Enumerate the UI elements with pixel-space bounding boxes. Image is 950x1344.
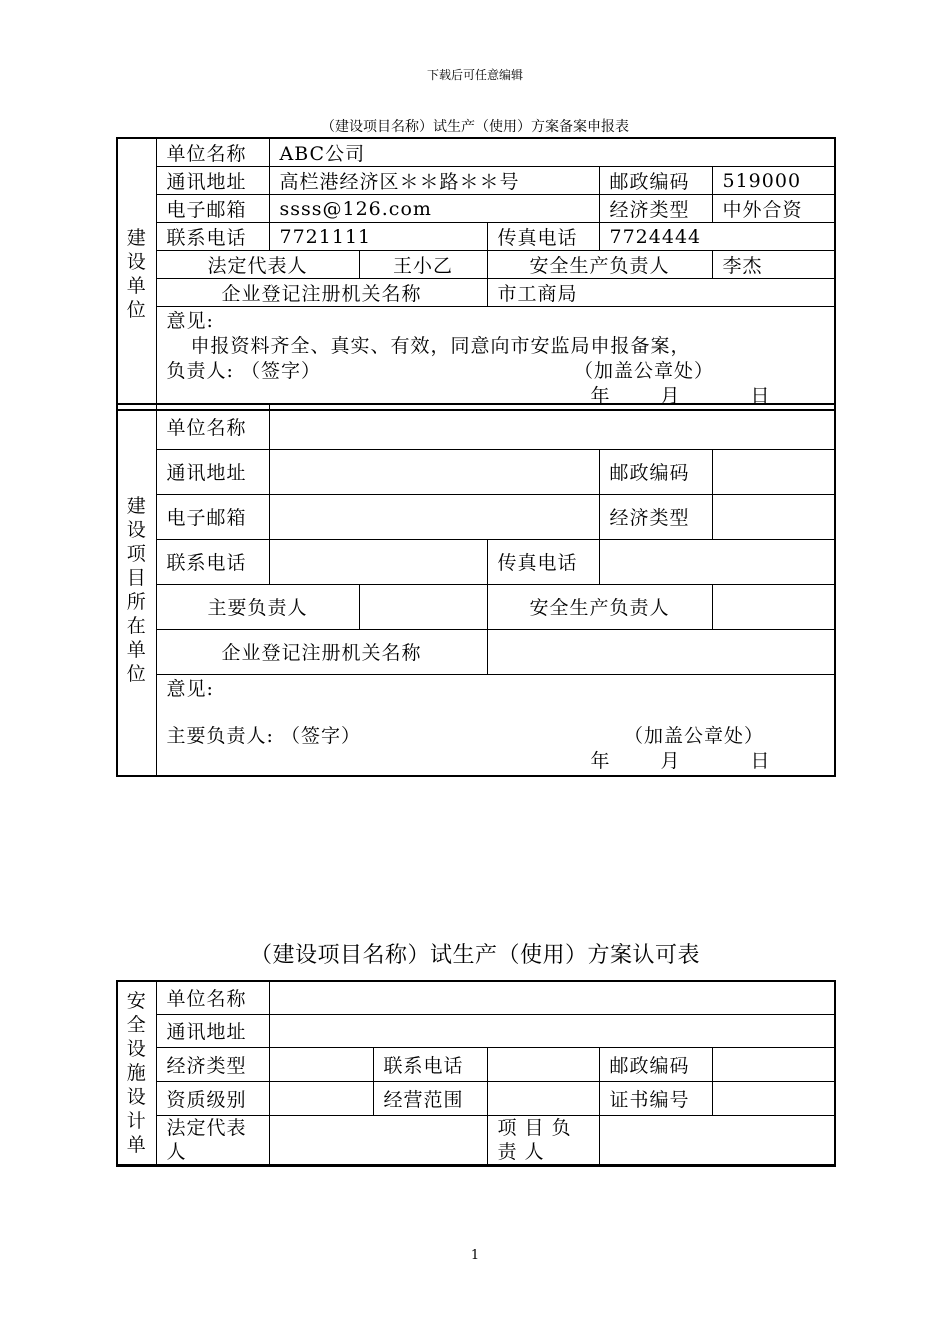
email-label: 电子邮箱 <box>156 195 269 223</box>
approval-address-value[interactable] <box>269 1014 835 1047</box>
approval-postcode-value[interactable] <box>712 1047 835 1081</box>
phone-label: 联系电话 <box>156 223 269 251</box>
host-address-label: 通讯地址 <box>156 449 269 494</box>
approval-econ-type-value[interactable] <box>269 1047 373 1081</box>
host-safety-head-value[interactable] <box>712 584 835 629</box>
host-phone-label: 联系电话 <box>156 539 269 584</box>
table2-title: （建设项目名称）试生产（使用）方案认可表 <box>249 943 700 968</box>
postcode-value[interactable]: 519000 <box>712 167 835 195</box>
builder-side-label: 建 设 单 位 <box>117 138 156 410</box>
approval-unit-name-label: 单位名称 <box>156 981 269 1014</box>
host-opinion-label: 意见: <box>166 677 214 700</box>
date-day: 日 <box>750 385 771 407</box>
approval-cert-value[interactable] <box>712 1081 835 1115</box>
postcode-label: 邮政编码 <box>599 167 712 195</box>
host-safety-head-label: 安全生产负责人 <box>487 584 712 629</box>
host-fax-value[interactable] <box>599 539 835 584</box>
opinion-label: 意见: <box>166 310 214 332</box>
filing-table-builder <box>116 137 836 411</box>
host-opinion-cell[interactable] <box>156 674 835 776</box>
host-postcode-value[interactable] <box>712 449 835 494</box>
approval-side-label: 安 全 设 施 设 计 单 <box>117 981 156 1165</box>
approval-phone-value[interactable] <box>487 1047 599 1081</box>
approval-qualification-value[interactable] <box>269 1081 373 1115</box>
approval-project-head-label: 项 目 负 责 人 <box>487 1115 599 1165</box>
reg-authority-label: 企业登记注册机关名称 <box>156 279 487 307</box>
safety-head-value[interactable]: 李杰 <box>712 251 835 279</box>
phone-value[interactable]: 7721111 <box>269 223 487 251</box>
unit-name-value[interactable]: ABC公司 <box>269 138 835 167</box>
host-date-year: 年 <box>590 749 611 772</box>
reg-authority-value[interactable]: 市工商局 <box>487 279 835 307</box>
host-email-label: 电子邮箱 <box>156 494 269 539</box>
approval-scope-value[interactable] <box>487 1081 599 1115</box>
host-fax-label: 传真电话 <box>487 539 599 584</box>
legal-rep-label: 法定代表人 <box>156 251 359 279</box>
host-reg-authority-value[interactable] <box>487 629 835 674</box>
host-unit-name-label: 单位名称 <box>156 404 269 449</box>
host-postcode-label: 邮政编码 <box>599 449 712 494</box>
econ-type-value[interactable]: 中外合资 <box>712 195 835 223</box>
legal-rep-value[interactable]: 王小乙 <box>359 251 487 279</box>
host-signer-label: 主要负责人: （签字） <box>166 724 361 747</box>
date-month: 月 <box>660 385 681 407</box>
email-value[interactable]: ssss@126.com <box>269 195 599 223</box>
page-number: 1 <box>470 1248 480 1263</box>
approval-legal-rep-value[interactable] <box>269 1115 487 1165</box>
approval-legal-rep-label: 法定代表人 <box>156 1115 269 1165</box>
date-year: 年 <box>590 385 611 407</box>
host-email-value[interactable] <box>269 494 599 539</box>
approval-qualification-label: 资质级别 <box>156 1081 269 1115</box>
host-side-label: 建 设 项 目 所 在 单 位 <box>117 404 156 776</box>
fax-value[interactable]: 7724444 <box>599 223 835 251</box>
header-note: 下载后可任意编辑 <box>426 68 523 82</box>
approval-address-label: 通讯地址 <box>156 1014 269 1047</box>
safety-head-label: 安全生产负责人 <box>487 251 712 279</box>
filing-table-host <box>116 403 836 777</box>
table1-title: （建设项目名称）试生产（使用）方案备案申报表 <box>321 119 629 135</box>
host-econ-type-value[interactable] <box>712 494 835 539</box>
host-main-head-value[interactable] <box>359 584 487 629</box>
fax-label: 传真电话 <box>487 223 599 251</box>
host-reg-authority-label: 企业登记注册机关名称 <box>156 629 487 674</box>
approval-table <box>116 980 836 1167</box>
host-date-month: 月 <box>660 749 681 772</box>
unit-name-label: 单位名称 <box>156 138 269 167</box>
econ-type-label: 经济类型 <box>599 195 712 223</box>
approval-project-head-value[interactable] <box>599 1115 835 1165</box>
address-label: 通讯地址 <box>156 167 269 195</box>
host-main-head-label: 主要负责人 <box>156 584 359 629</box>
approval-phone-label: 联系电话 <box>373 1047 487 1081</box>
signer-label: 负责人: （签字） <box>166 360 321 382</box>
builder-opinion-cell[interactable] <box>156 307 835 411</box>
seal-label: （加盖公章处） <box>574 360 715 382</box>
host-econ-type-label: 经济类型 <box>599 494 712 539</box>
approval-postcode-label: 邮政编码 <box>599 1047 712 1081</box>
address-value[interactable]: 高栏港经济区＊＊路＊＊号 <box>269 167 599 195</box>
approval-unit-name-value[interactable] <box>269 981 835 1014</box>
host-unit-name-value[interactable] <box>269 404 835 449</box>
approval-cert-label: 证书编号 <box>599 1081 712 1115</box>
host-seal-label: （加盖公章处） <box>624 724 765 747</box>
approval-econ-type-label: 经济类型 <box>156 1047 269 1081</box>
opinion-text: 申报资料齐全、真实、有效，同意向市安监局申报备案， <box>190 335 691 357</box>
host-date-day: 日 <box>750 749 771 772</box>
approval-scope-label: 经营范围 <box>373 1081 487 1115</box>
host-address-value[interactable] <box>269 449 599 494</box>
host-phone-value[interactable] <box>269 539 487 584</box>
